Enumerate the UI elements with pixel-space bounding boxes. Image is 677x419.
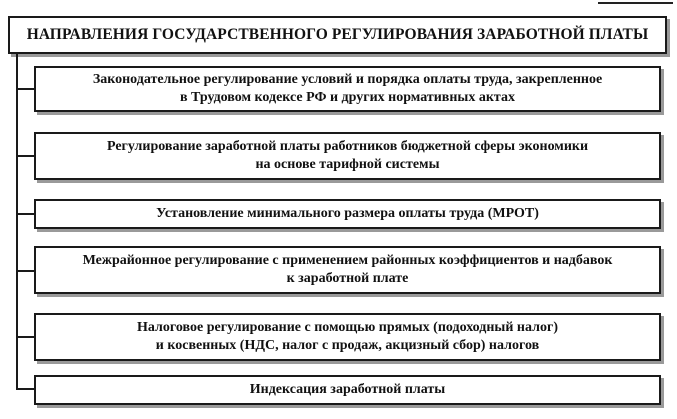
direction-box-budget-sector	[34, 132, 661, 180]
direction-box-regional	[34, 246, 661, 294]
direction-text-budget-sector: Регулирование заработной платы работников бюджетной сферы экономики на основе тарифной системы	[106, 139, 589, 172]
direction-box-minimum-wage	[34, 199, 661, 229]
connector-branch-3	[16, 213, 34, 215]
connector-branch-1	[16, 88, 34, 90]
connector-branch-6	[16, 388, 34, 390]
connector-branch-2	[16, 155, 34, 157]
connector-trunk	[16, 52, 18, 389]
diagram-title: НАПРАВЛЕНИЯ ГОСУДАРСТВЕННОГО РЕГУЛИРОВАНИЯ ЗАРАБОТНОЙ ПЛАТЫ	[26, 26, 649, 43]
direction-text-tax: Налоговое регулирование с помощью прямых (подоходный налог) и косвенных (НДС, налог с продаж, акцизный сбор) налогов	[137, 320, 558, 353]
direction-box-legislative	[34, 66, 661, 112]
direction-text-minimum-wage: Установление минимального размера оплаты труда (МРОТ)	[156, 206, 539, 221]
direction-text-legislative: Законодательное регулирование условий и порядка оплаты труда, закрепленное в Трудовом кодексе РФ и других нормативных актах	[92, 72, 603, 105]
connector-branch-4	[16, 270, 34, 272]
corner-rule	[598, 2, 673, 4]
direction-text-regional: Межрайонное регулирование с применением районных коэффициентов и надбавок к заработной плате	[82, 253, 613, 286]
diagram-title-box	[8, 16, 667, 54]
direction-text-indexation: Индексация заработной платы	[249, 382, 446, 397]
direction-box-tax	[34, 313, 661, 361]
direction-box-indexation	[34, 375, 661, 405]
connector-branch-5	[16, 336, 34, 338]
